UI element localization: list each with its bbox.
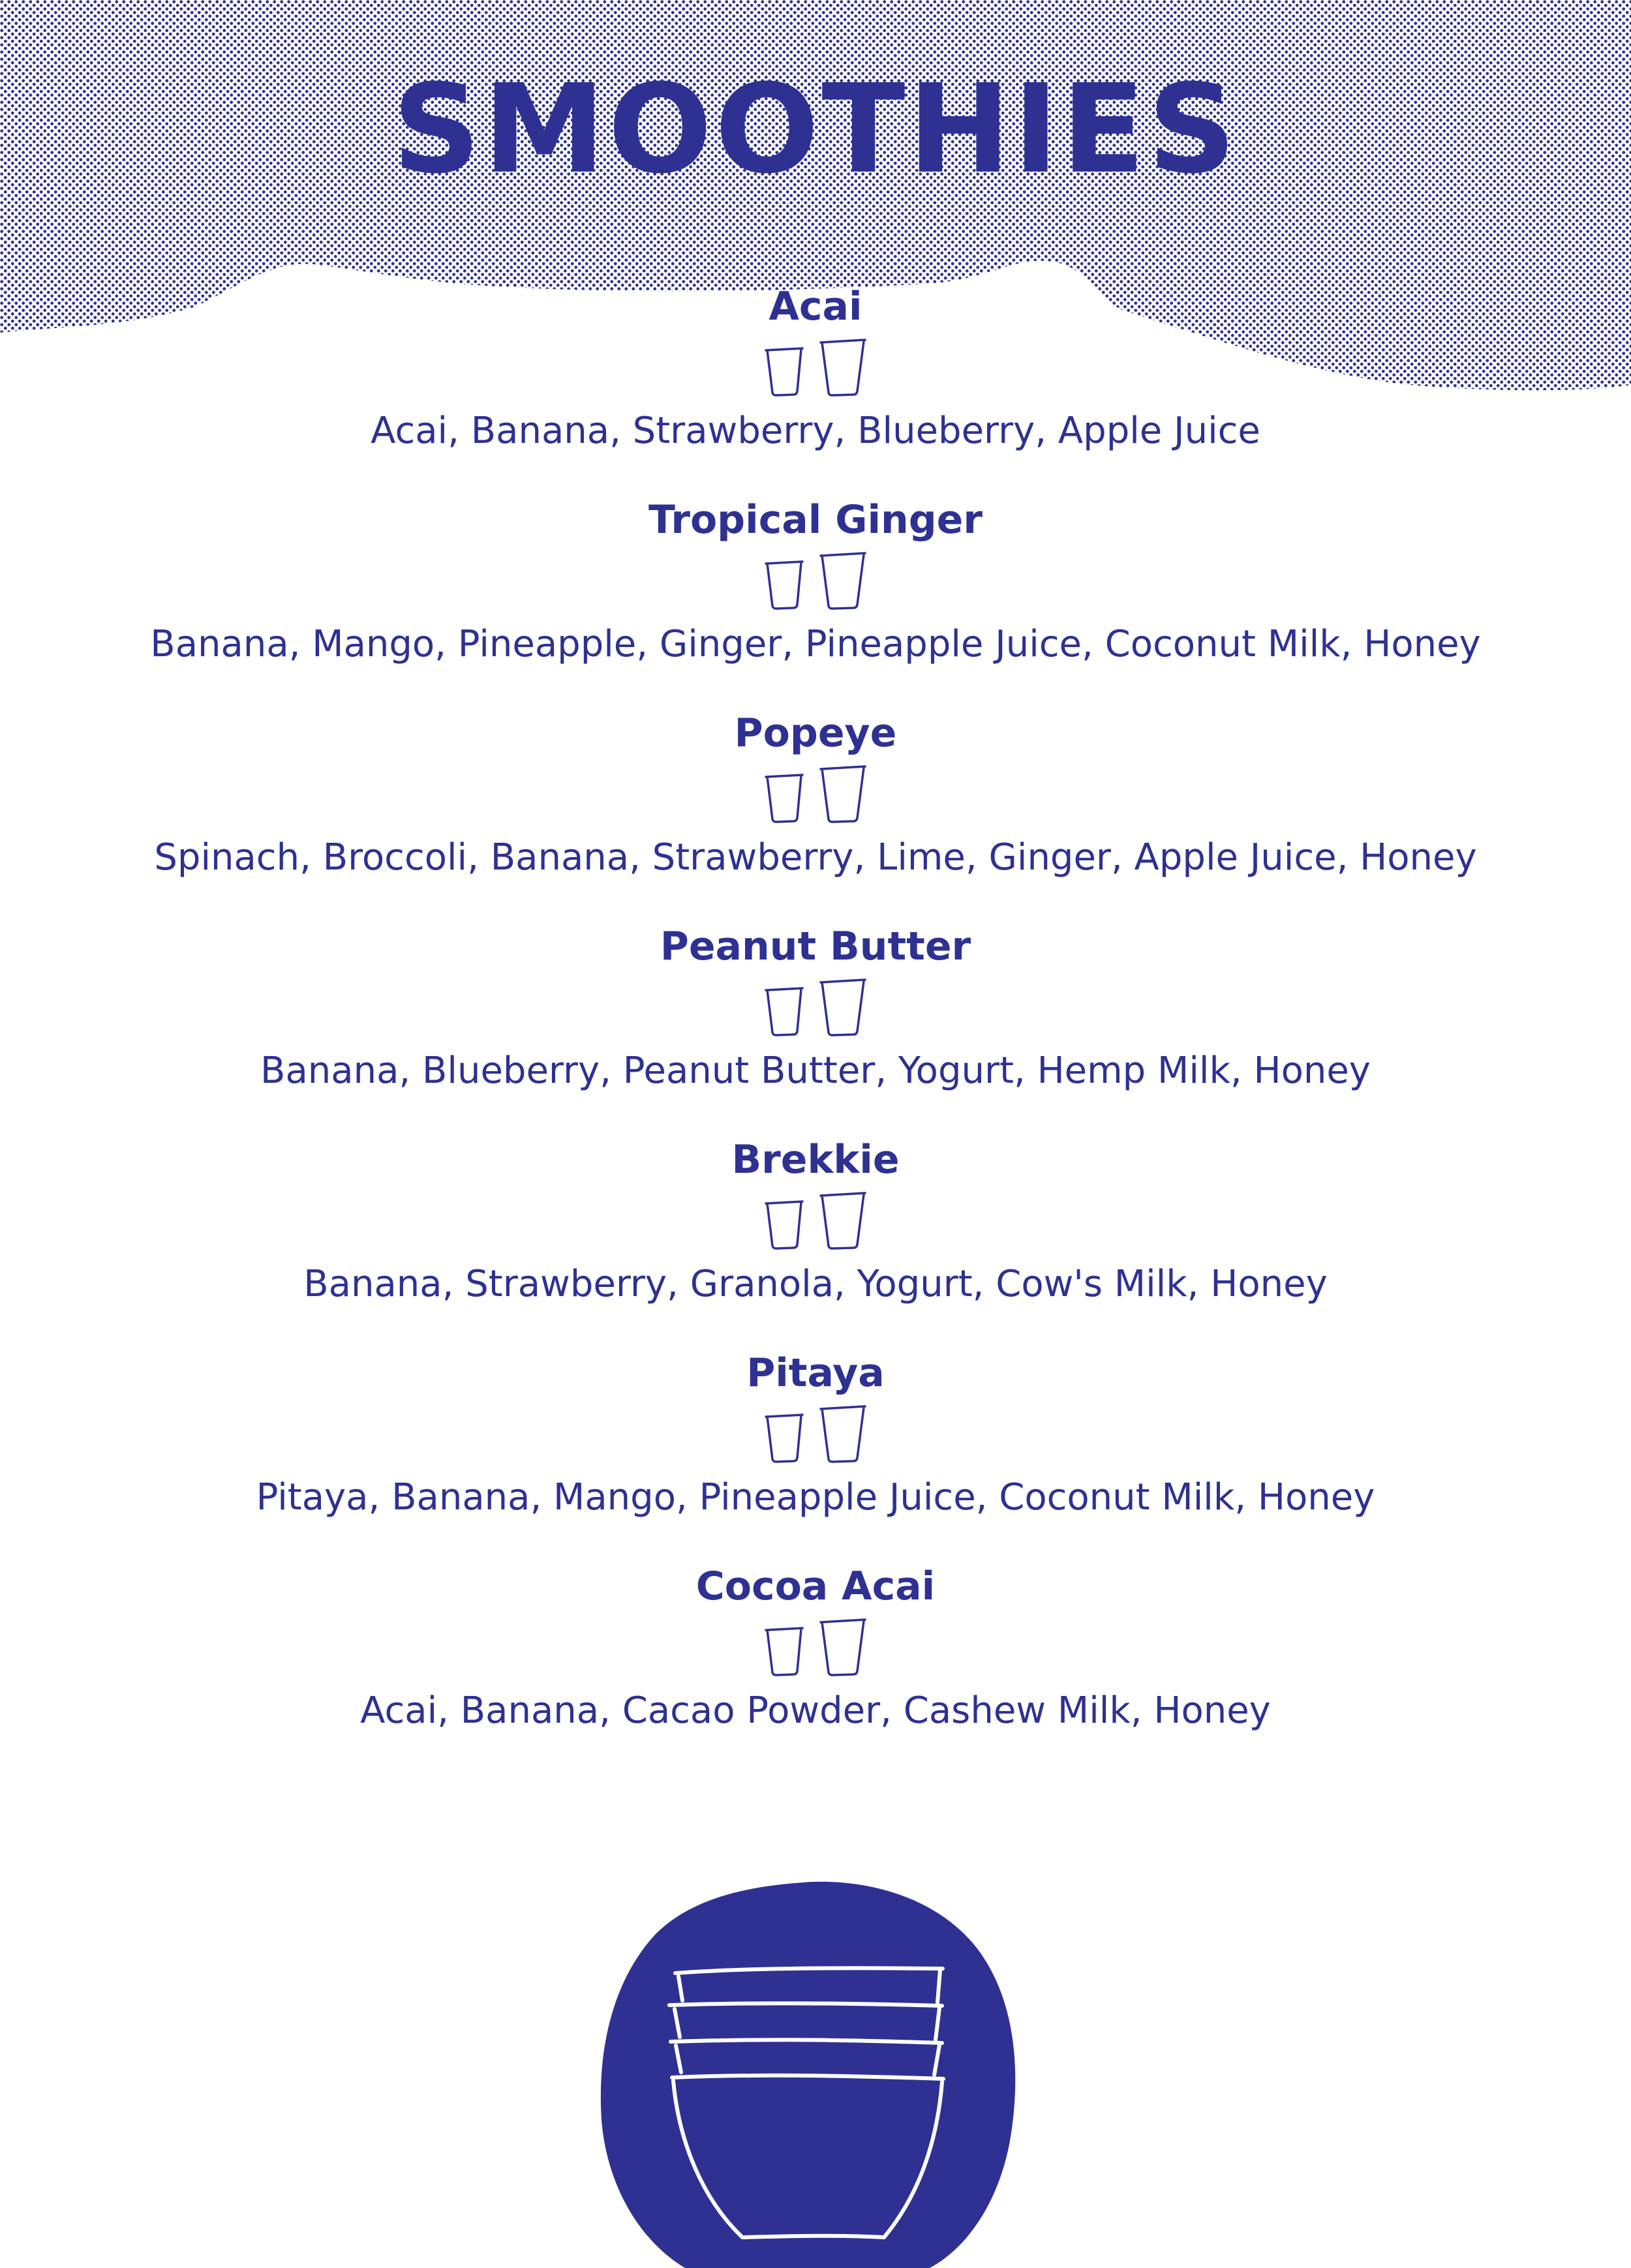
menu-item-ingredients: Acai, Banana, Strawberry, Blueberry, Apple Juice — [371, 410, 1260, 452]
large-cup-icon — [819, 337, 867, 397]
small-cup-icon — [764, 345, 804, 397]
small-cup-icon — [764, 1412, 804, 1464]
cup-size-options — [764, 1404, 867, 1464]
smoothie-menu-list — [0, 277, 1631, 1770]
small-cup-icon — [764, 558, 804, 611]
menu-item — [0, 277, 1631, 491]
cup-size-options — [764, 337, 867, 397]
menu-item-name: Peanut Butter — [660, 924, 971, 969]
cup-size-options — [764, 977, 867, 1037]
small-cup-icon — [764, 772, 804, 824]
menu-item-ingredients: Banana, Blueberry, Peanut Butter, Yogurt, Hemp Milk, Honey — [260, 1050, 1371, 1092]
large-cup-icon — [819, 551, 867, 611]
small-cup-icon — [764, 1625, 804, 1677]
stacked-bowls-icon — [594, 1872, 1018, 2268]
small-cup-icon — [764, 1198, 804, 1250]
menu-item — [0, 917, 1631, 1130]
large-cup-icon — [819, 1404, 867, 1464]
small-cup-icon — [764, 985, 804, 1037]
menu-item-name: Tropical Ginger — [648, 497, 983, 543]
large-cup-icon — [819, 977, 867, 1037]
cup-size-options — [764, 1617, 867, 1677]
menu-item — [0, 1344, 1631, 1557]
cup-size-options — [764, 1190, 867, 1250]
menu-item-ingredients: Banana, Mango, Pineapple, Ginger, Pineapple Juice, Coconut Milk, Honey — [150, 623, 1481, 665]
cup-size-options — [764, 764, 867, 824]
menu-item — [0, 491, 1631, 704]
menu-item-ingredients: Spinach, Broccoli, Banana, Strawberry, Lime, Ginger, Apple Juice, Honey — [154, 836, 1477, 879]
menu-item — [0, 704, 1631, 917]
page-title: SMOOTHIES — [392, 58, 1239, 201]
menu-item-name: Pitaya — [746, 1350, 885, 1396]
menu-item — [0, 1130, 1631, 1344]
menu-item-ingredients: Acai, Banana, Cacao Powder, Cashew Milk, Honey — [360, 1689, 1271, 1732]
menu-item-ingredients: Banana, Strawberry, Granola, Yogurt, Cow's Milk, Honey — [303, 1263, 1328, 1305]
menu-item — [0, 1557, 1631, 1770]
large-cup-icon — [819, 1617, 867, 1677]
large-cup-icon — [819, 1190, 867, 1250]
menu-item-ingredients: Pitaya, Banana, Mango, Pineapple Juice, Coconut Milk, Honey — [256, 1476, 1375, 1519]
menu-item-name: Brekkie — [731, 1137, 900, 1183]
menu-item-name: Acai — [769, 284, 862, 329]
menu-item-name: Popeye — [734, 710, 897, 756]
menu-item-name: Cocoa Acai — [695, 1564, 936, 1609]
cup-size-options — [764, 551, 867, 611]
large-cup-icon — [819, 764, 867, 824]
